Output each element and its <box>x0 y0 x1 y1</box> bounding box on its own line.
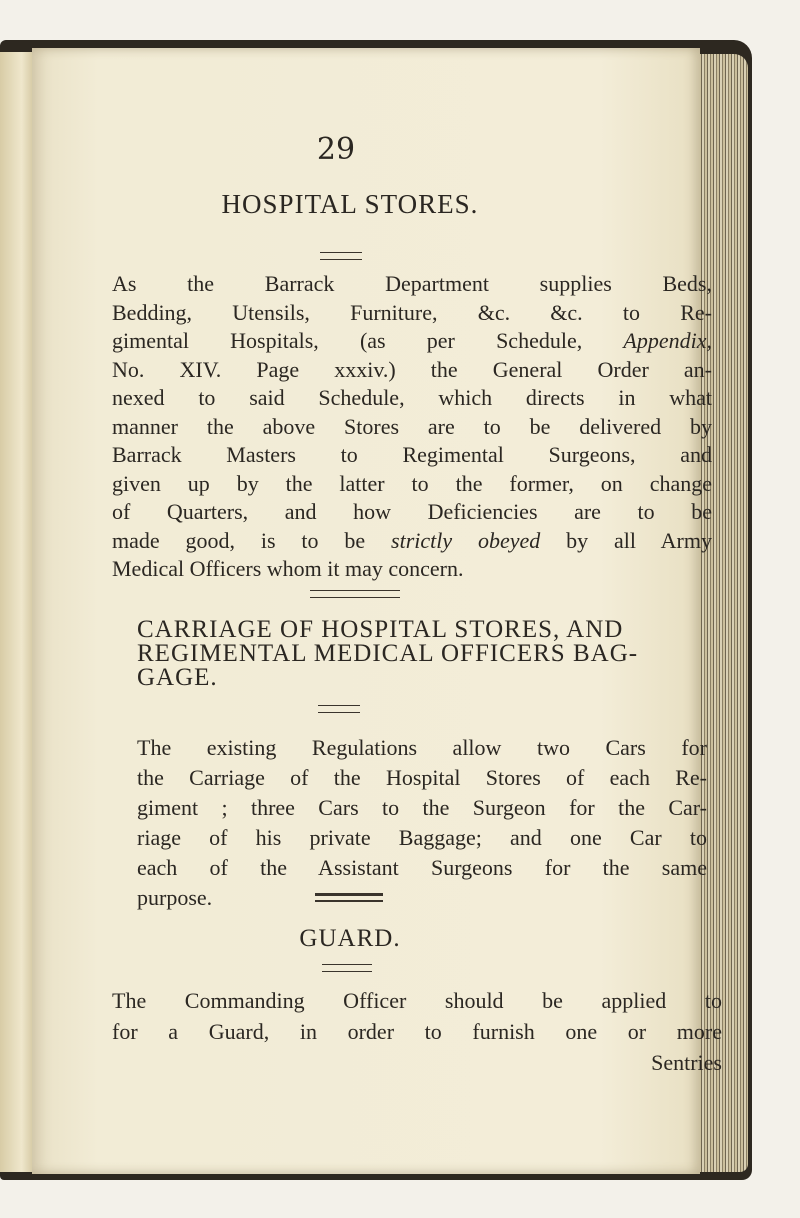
section-title-carriage <box>137 618 657 690</box>
divider-rule <box>320 252 362 260</box>
text-line: As the Barrack Department supplies Beds, <box>112 271 712 296</box>
text-line: Medical Officers whom it may concern. <box>112 556 464 581</box>
text-line: the Carriage of the Hospital Stores of each Re- <box>137 765 707 790</box>
divider-rule <box>310 590 400 598</box>
paragraph-commanding-officer <box>112 985 722 1078</box>
text-line: The Commanding Officer should be applied to <box>112 988 722 1013</box>
text-line: Bedding, Utensils, Furniture, &c. &c. to Re- <box>112 299 712 325</box>
divider-rule <box>322 964 372 972</box>
heading-line: CARRIAGE OF HOSPITAL STORES, AND <box>137 616 624 643</box>
section-title-hospital-stores: HOSPITAL STORES. <box>221 189 479 219</box>
heading-line: GAGE. <box>137 664 218 691</box>
text-line: Barrack Masters to Regimental Surgeons, and <box>112 442 712 467</box>
paragraph-barrack-department <box>112 270 712 584</box>
text-line: Sentries <box>651 1050 722 1075</box>
left-page-edge <box>0 52 36 1172</box>
divider-rule <box>318 705 360 713</box>
text-line: nexed to said Schedule, which directs in what <box>112 385 712 410</box>
text-line: gimental Hospitals, (as per Schedule, Appendix, <box>112 328 712 353</box>
text-line: for a Guard, in order to furnish one or more <box>112 1019 722 1044</box>
text-line: riage of his private Baggage; and one Car to <box>137 825 707 850</box>
page-number: 29 <box>316 132 356 167</box>
text-line: given up by the latter to the former, on change <box>112 470 712 496</box>
text-line: The existing Regulations allow two Cars for <box>137 735 707 760</box>
text-line: made good, is to be strictly obeyed by all Army <box>112 527 712 553</box>
heading-line: REGIMENTAL MEDICAL OFFICERS BAG- <box>137 640 639 667</box>
italic-appendix: Appendix, <box>623 328 712 353</box>
text-line: of Quarters, and how Deficiencies are to be <box>112 499 712 524</box>
section-title-guard: GUARD. <box>299 925 401 952</box>
paragraph-existing-regulations <box>137 733 707 913</box>
text-line: manner the above Stores are to be delivered by <box>112 413 712 439</box>
text-line: giment ; three Cars to the Surgeon for the Car- <box>137 795 707 820</box>
text-line: each of the Assistant Surgeons for the same <box>137 855 707 880</box>
text-line: purpose. <box>137 885 213 910</box>
text-line: No. XIV. Page xxxiv.) the General Order an- <box>112 356 712 382</box>
divider-rule <box>315 893 383 902</box>
italic-strictly-obeyed: strictly obeyed <box>391 527 541 553</box>
